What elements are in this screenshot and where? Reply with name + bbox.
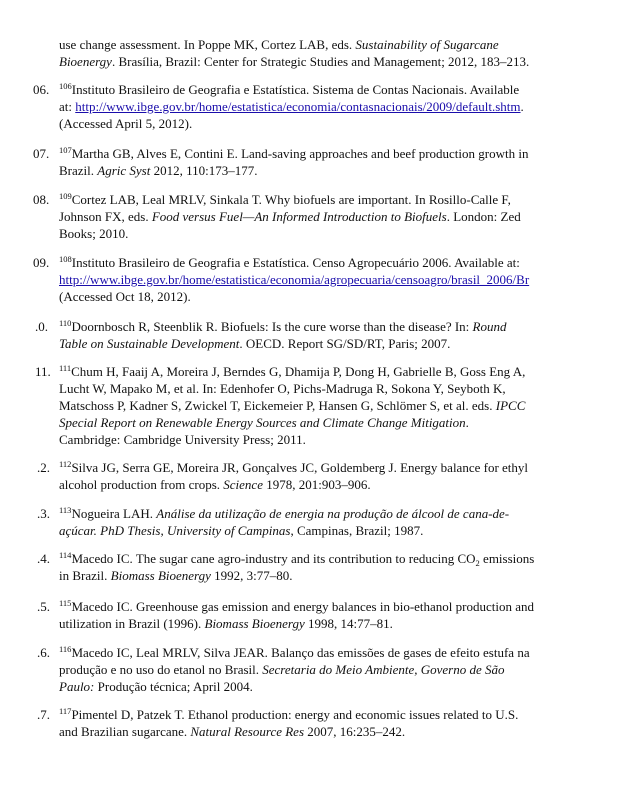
- reference-number: .7.: [37, 707, 50, 722]
- reference-number: 07.: [33, 146, 50, 161]
- continued-reference-text: use change assessment. In Poppe MK, Cortez LAB, eds. Sustainability of Sugarcane Bioenergy. Brasília, Brazil: Center for Strategic Studies and Management; 2012, 183–213.: [59, 37, 530, 69]
- reference-number: .6.: [37, 645, 50, 660]
- reference-number: 08.: [33, 192, 50, 207]
- reference-number: .5.: [37, 599, 50, 614]
- reference-number: 06.: [33, 82, 50, 97]
- reference-number: .2.: [37, 460, 50, 475]
- reference-number: 09.: [33, 255, 50, 270]
- reference-number: .3.: [37, 506, 50, 521]
- reference-list-page: use change assessment. In Poppe MK, Cortez LAB, eds. Sustainability of Sugarcane Bioenergy. Brasília, Brazil: Center for Strategic Studies and Management; 2012, 183–213. 06. $^{106}$Instituto Brasileiro de Geografia e Estatística. Sistema de Contas Nacionais. Available at: http://www.ibge.gov.br/home/estatistica/economia/contasnacionais/2009/default.shtm. (Accessed April 5, 2012). 07. $^{107}$Martha GB, Alves E, Contini E. Land-saving approaches and beef production growth in Brazil. Agric Syst 2012, 110:173–177. 08. $^{109}$Cortez LAB, Leal MRLV, Sinkala T. Why biofuels are important. In Rosillo-Calle F, Johnson FX, eds. Food versus Fuel—An Informed Introduction to Biofuels. London: Zed Books; 2010. 09. $^{108}$Instituto Brasileiro de Geografia e Estatística. Censo Agropecuário 2006. Available at: http://www.ibge.gov.br/home/estatistica/economia/agropecuaria/censoagro/brasil_2006/Br (Accessed Oct 18, 2012). .0. $^{110}$Doornbosch R, Steenblik R. Biofuels: Is the cure worse than the disease? In: Round Table on Sustainable Development. OECD. Report SG/SD/RT, Paris; 2007. 11. $^{111}$Chum H, Faaij A, Moreira J, Berndes G, Dhamija P, Dong H, Gabrielle B, Goss Eng A, Lucht W, Mapako M, et al. In: Edenhofer O, Pichs-Madruga R, Sokona Y, Seyboth K, Matschoss P, Kadner S, Zwickel T, Eickemeier P, Hansen G, Schlömer S, et al. eds. IPCC Special Report on Renewable Energy Sources and Climate Change Mitigation. Cambridge: Cambridge University Press; 2011. .2. $^{112}$Silva JG, Serra GE, Moreira JR, Gonçalves JC, Goldemberg J. Energy balance for ethyl alcohol production from crops. Science 1978, 201:903–906. .3. $^{113}$Nogueira LAH. Análise da utilização de energia na produção de álcool de cana-de- açúcar. PhD Thesis, University of Campinas, Campinas, Brazil; 1987. .4. $^{114}$Macedo IC. The sugar cane agro-industry and its contribution to reducing $CO_2$ emissions in Brazil. Biomass Bioenergy 1992, 3:77–80. .5. $^{115}$Macedo IC. Greenhouse gas emission and energy balances in bio-ethanol production and utilization in Brazil (1996). Biomass Bioenergy 1998, 14:77–81. .6. $^{116}$Macedo IC, Leal MRLV, Silva JEAR. Balanço das emissões de gases de efeito estufa na produção e no uso do etanol no Brasil. Secretaria do Meio Ambiente, Governo de São Paulo: Produção técnica; April 2004. .7. $^{117}$Pimentel D, Patzek T. Ethanol production: energy and economic issues related to U.S. and Brazilian sugarcane. Natural Resource Res 2007, 16:235–242.: [0, 36, 617, 800]
- ibge-censo-agro-link[interactable]: http://www.ibge.gov.br/home/estatistica/economia/agropecuaria/censoagro/brasil_2006/Br: [59, 272, 530, 287]
- ibge-contas-nacionais-link[interactable]: http://www.ibge.gov.br/home/estatistica/economia/contasnacionais/2009/default.shtm: [75, 99, 521, 114]
- reference-number: 11.: [35, 364, 51, 379]
- reference-number: .4.: [37, 551, 50, 566]
- reference-number: .0.: [35, 319, 48, 334]
